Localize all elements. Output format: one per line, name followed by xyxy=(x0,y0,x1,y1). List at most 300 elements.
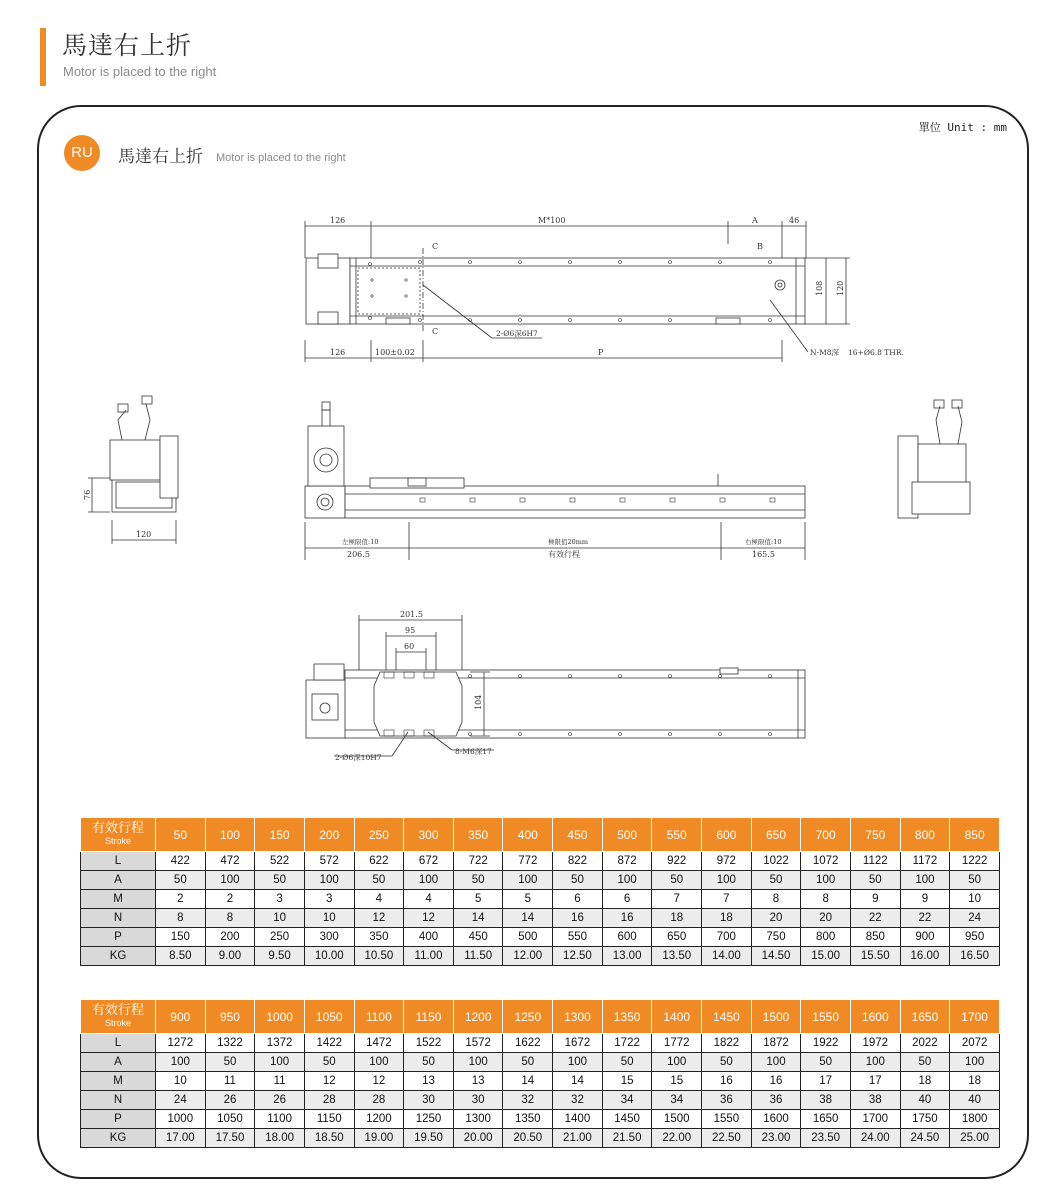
table-cell: 9 xyxy=(900,890,950,909)
stroke-value: 50 xyxy=(156,818,206,852)
table-cell: 3 xyxy=(304,890,354,909)
table-cell: 18.00 xyxy=(255,1129,305,1148)
table-cell: 1500 xyxy=(652,1110,702,1129)
table-cell: 13 xyxy=(404,1072,454,1091)
table-cell: 13 xyxy=(453,1072,503,1091)
table-cell: 100 xyxy=(453,1053,503,1072)
table-cell: 1200 xyxy=(354,1110,404,1129)
dim-a: A xyxy=(752,216,758,225)
dim-46: 46 xyxy=(789,216,800,225)
stroke-label-en: Stroke xyxy=(104,1017,131,1028)
table-cell: 24.50 xyxy=(900,1129,950,1148)
table-row xyxy=(81,852,1000,871)
stroke-header-label xyxy=(81,818,156,852)
table-cell: 400 xyxy=(404,928,454,947)
table-cell: 32 xyxy=(553,1091,603,1110)
table-cell: 5 xyxy=(453,890,503,909)
table-cell: 600 xyxy=(602,928,652,947)
table-cell: 1450 xyxy=(602,1110,652,1129)
table-cell: 1400 xyxy=(553,1110,603,1129)
stroke-value: 350 xyxy=(453,818,503,852)
section-subtitle: Motor is placed to the right xyxy=(216,152,346,164)
table-cell: 13.50 xyxy=(652,947,702,966)
label-b: B xyxy=(757,242,763,251)
table-cell: 50 xyxy=(801,1053,851,1072)
table-cell: 1550 xyxy=(702,1110,752,1129)
table-cell: 22 xyxy=(900,909,950,928)
table-cell: 20.50 xyxy=(503,1129,553,1148)
table-row xyxy=(81,1034,1000,1053)
table-cell: 50 xyxy=(453,871,503,890)
table-cell: 50 xyxy=(602,1053,652,1072)
table-cell: 1150 xyxy=(304,1110,354,1129)
table-cell: 12 xyxy=(304,1072,354,1091)
table-cell: 1622 xyxy=(503,1034,553,1053)
section-title: 馬達右上折 xyxy=(118,147,203,167)
table-cell: 1750 xyxy=(900,1110,950,1129)
spec-table-1 xyxy=(80,817,1000,966)
table-cell: 12 xyxy=(354,1072,404,1091)
table-cell: 14 xyxy=(453,909,503,928)
table-cell: 722 xyxy=(453,852,503,871)
section-c-top: C xyxy=(432,242,439,251)
table-cell: 100 xyxy=(553,1053,603,1072)
table-cell: 50 xyxy=(950,871,1000,890)
table-cell: 15 xyxy=(652,1072,702,1091)
table-cell: 17.50 xyxy=(205,1129,255,1148)
table-cell: 15.50 xyxy=(850,947,900,966)
table-cell: 1722 xyxy=(602,1034,652,1053)
table-cell: 24.00 xyxy=(850,1129,900,1148)
table-cell: 1522 xyxy=(404,1034,454,1053)
table-cell: 50 xyxy=(503,1053,553,1072)
table-cell: 472 xyxy=(205,852,255,871)
table-cell: 2 xyxy=(205,890,255,909)
stroke-value: 1250 xyxy=(503,1000,553,1034)
table-cell: 500 xyxy=(503,928,553,947)
table-cell: 1122 xyxy=(850,852,900,871)
note-8-m6: 8-M6深17 xyxy=(455,747,492,756)
stroke-value: 150 xyxy=(255,818,305,852)
table-cell: 21.00 xyxy=(553,1129,603,1148)
table-cell: 30 xyxy=(404,1091,454,1110)
table-cell: 18 xyxy=(652,909,702,928)
table-cell: 14 xyxy=(553,1072,603,1091)
table-cell: 5 xyxy=(503,890,553,909)
stroke-value: 300 xyxy=(404,818,454,852)
table-cell: 18.50 xyxy=(304,1129,354,1148)
table-cell: 10 xyxy=(304,909,354,928)
stroke-value: 950 xyxy=(205,1000,255,1034)
stroke-value: 1700 xyxy=(950,1000,1000,1034)
table-row xyxy=(81,909,1000,928)
stroke-value: 750 xyxy=(850,818,900,852)
dim-m100: M*100 xyxy=(538,216,566,225)
stroke-value: 1200 xyxy=(453,1000,503,1034)
table-cell: 100 xyxy=(304,871,354,890)
row-label: L xyxy=(81,1034,156,1053)
table-cell: 25.00 xyxy=(950,1129,1000,1148)
stroke-value: 1450 xyxy=(702,1000,752,1034)
table-cell: 10 xyxy=(950,890,1000,909)
table-cell: 22.00 xyxy=(652,1129,702,1148)
table-cell: 20 xyxy=(801,909,851,928)
table-cell: 10 xyxy=(156,1072,206,1091)
stroke-value: 900 xyxy=(156,1000,206,1034)
table-cell: 2072 xyxy=(950,1034,1000,1053)
table-cell: 100 xyxy=(354,1053,404,1072)
table-cell: 950 xyxy=(950,928,1000,947)
table-cell: 100 xyxy=(801,871,851,890)
table-cell: 38 xyxy=(850,1091,900,1110)
note-effective-stroke: 有效行程 xyxy=(548,550,580,559)
table-cell: 800 xyxy=(801,928,851,947)
dim-206-5: 206.5 xyxy=(347,550,370,559)
stroke-value: 1400 xyxy=(652,1000,702,1034)
table-cell: 1772 xyxy=(652,1034,702,1053)
table-cell: 4 xyxy=(354,890,404,909)
table-cell: 50 xyxy=(354,871,404,890)
table-cell: 1422 xyxy=(304,1034,354,1053)
table-cell: 38 xyxy=(801,1091,851,1110)
table-cell: 10.00 xyxy=(304,947,354,966)
row-label: M xyxy=(81,890,156,909)
row-label: KG xyxy=(81,1129,156,1148)
stroke-header-row xyxy=(81,818,1000,852)
table-cell: 7 xyxy=(652,890,702,909)
table-cell: 6 xyxy=(602,890,652,909)
table-cell: 4 xyxy=(404,890,454,909)
table-cell: 1700 xyxy=(850,1110,900,1129)
table-cell: 6 xyxy=(553,890,603,909)
table-cell: 34 xyxy=(602,1091,652,1110)
table-cell: 772 xyxy=(503,852,553,871)
stroke-value: 500 xyxy=(602,818,652,852)
table-cell: 14 xyxy=(503,1072,553,1091)
table-cell: 1822 xyxy=(702,1034,752,1053)
stroke-value: 1100 xyxy=(354,1000,404,1034)
stroke-value: 1650 xyxy=(900,1000,950,1034)
dim-108: 108 xyxy=(815,280,824,296)
table-cell: 12 xyxy=(404,909,454,928)
table-cell: 14.50 xyxy=(751,947,801,966)
stroke-value: 600 xyxy=(702,818,752,852)
row-label: A xyxy=(81,871,156,890)
table-cell: 522 xyxy=(255,852,305,871)
bottom-view xyxy=(306,610,805,762)
dim-100-tol: 100±0.02 xyxy=(375,348,415,357)
table-cell: 18 xyxy=(702,909,752,928)
table-cell: 1022 xyxy=(751,852,801,871)
row-label: P xyxy=(81,928,156,947)
row-label: KG xyxy=(81,947,156,966)
table-cell: 100 xyxy=(404,871,454,890)
table-cell: 24 xyxy=(950,909,1000,928)
model-badge: RU xyxy=(64,135,100,171)
table-cell: 15 xyxy=(602,1072,652,1091)
table-cell: 50 xyxy=(900,1053,950,1072)
table-cell: 8.50 xyxy=(156,947,206,966)
table-cell: 17 xyxy=(850,1072,900,1091)
stroke-value: 1150 xyxy=(404,1000,454,1034)
table-cell: 1472 xyxy=(354,1034,404,1053)
row-label: A xyxy=(81,1053,156,1072)
table-cell: 8 xyxy=(205,909,255,928)
stroke-value: 850 xyxy=(950,818,1000,852)
table-cell: 822 xyxy=(553,852,603,871)
table-cell: 26 xyxy=(255,1091,305,1110)
table-cell: 40 xyxy=(900,1091,950,1110)
table-cell: 19.00 xyxy=(354,1129,404,1148)
table-cell: 16.00 xyxy=(900,947,950,966)
section-c-bottom: C xyxy=(432,327,439,336)
table-cell: 1372 xyxy=(255,1034,305,1053)
table-cell: 28 xyxy=(304,1091,354,1110)
table-cell: 50 xyxy=(404,1053,454,1072)
stroke-value: 700 xyxy=(801,818,851,852)
table-cell: 1272 xyxy=(156,1034,206,1053)
table-cell: 7 xyxy=(702,890,752,909)
table-cell: 100 xyxy=(702,871,752,890)
table-cell: 50 xyxy=(850,871,900,890)
table-cell: 18 xyxy=(900,1072,950,1091)
table-cell: 1222 xyxy=(950,852,1000,871)
stroke-value: 1350 xyxy=(602,1000,652,1034)
table-cell: 11.00 xyxy=(404,947,454,966)
table-cell: 1572 xyxy=(453,1034,503,1053)
table-cell: 1972 xyxy=(850,1034,900,1053)
table-cell: 1350 xyxy=(503,1110,553,1129)
table-cell: 40 xyxy=(950,1091,1000,1110)
table-cell: 350 xyxy=(354,928,404,947)
table-cell: 20.00 xyxy=(453,1129,503,1148)
table-cell: 2 xyxy=(156,890,206,909)
table-row xyxy=(81,1110,1000,1129)
stroke-value: 200 xyxy=(304,818,354,852)
table-cell: 32 xyxy=(503,1091,553,1110)
stroke-header-row xyxy=(81,1000,1000,1034)
table-cell: 34 xyxy=(652,1091,702,1110)
table-cell: 100 xyxy=(850,1053,900,1072)
table-cell: 250 xyxy=(255,928,305,947)
table-cell: 13.00 xyxy=(602,947,652,966)
table-cell: 900 xyxy=(900,928,950,947)
stroke-value: 650 xyxy=(751,818,801,852)
table-cell: 1872 xyxy=(751,1034,801,1053)
table-cell: 19.50 xyxy=(404,1129,454,1148)
stroke-value: 1500 xyxy=(751,1000,801,1034)
table-cell: 1322 xyxy=(205,1034,255,1053)
table-row xyxy=(81,1091,1000,1110)
table-cell: 922 xyxy=(652,852,702,871)
table-row xyxy=(81,890,1000,909)
page-title: 馬達右上折 xyxy=(62,31,193,60)
table-cell: 11 xyxy=(255,1072,305,1091)
stroke-label-cn: 有效行程 xyxy=(91,820,144,836)
table-cell: 50 xyxy=(553,871,603,890)
spec-table-2 xyxy=(80,999,1000,1148)
stroke-value: 450 xyxy=(553,818,603,852)
dim-165-5: 165.5 xyxy=(752,550,775,559)
stroke-header-label xyxy=(81,1000,156,1034)
table-cell: 16 xyxy=(553,909,603,928)
note-2-d6-6h7: 2-Ø6深6H7 xyxy=(496,329,538,338)
stroke-value: 100 xyxy=(205,818,255,852)
table-cell: 550 xyxy=(553,928,603,947)
dim-104: 104 xyxy=(474,694,483,710)
table-cell: 50 xyxy=(652,871,702,890)
table-cell: 300 xyxy=(304,928,354,947)
table-cell: 10 xyxy=(255,909,305,928)
page-subtitle: Motor is placed to the right xyxy=(63,64,217,79)
table-cell: 22.50 xyxy=(702,1129,752,1148)
table-cell: 8 xyxy=(801,890,851,909)
table-cell: 50 xyxy=(156,871,206,890)
table-cell: 1000 xyxy=(156,1110,206,1129)
table-cell: 12.50 xyxy=(553,947,603,966)
note-limit-20mm: 極限值20mm xyxy=(548,538,589,546)
stroke-label-en: Stroke xyxy=(104,835,131,846)
table-cell: 16.50 xyxy=(950,947,1000,966)
table-cell: 20 xyxy=(751,909,801,928)
dim-126-bottom: 126 xyxy=(330,348,346,357)
row-label: N xyxy=(81,1091,156,1110)
stroke-value: 550 xyxy=(652,818,702,852)
note-left-limit: 左極限值:10 xyxy=(342,538,379,546)
row-label: P xyxy=(81,1110,156,1129)
table-cell: 17.00 xyxy=(156,1129,206,1148)
table-cell: 18 xyxy=(950,1072,1000,1091)
table-cell: 26 xyxy=(205,1091,255,1110)
table-cell: 23.00 xyxy=(751,1129,801,1148)
note-n-m8: N-M8深 xyxy=(810,348,840,357)
table-cell: 22 xyxy=(850,909,900,928)
table-cell: 15.00 xyxy=(801,947,851,966)
table-cell: 30 xyxy=(453,1091,503,1110)
stroke-value: 1550 xyxy=(801,1000,851,1034)
table-cell: 50 xyxy=(702,1053,752,1072)
table-cell: 100 xyxy=(205,871,255,890)
dim-95: 95 xyxy=(405,626,416,635)
row-label: M xyxy=(81,1072,156,1091)
table-cell: 622 xyxy=(354,852,404,871)
stroke-value: 1300 xyxy=(553,1000,603,1034)
table-cell: 1172 xyxy=(900,852,950,871)
table-cell: 16 xyxy=(702,1072,752,1091)
stroke-value: 400 xyxy=(503,818,553,852)
table-cell: 1250 xyxy=(404,1110,454,1129)
table-cell: 2022 xyxy=(900,1034,950,1053)
left-end-view xyxy=(83,396,178,544)
note-right-limit: 右極限值:10 xyxy=(745,538,782,546)
table-cell: 9.50 xyxy=(255,947,305,966)
table-cell: 36 xyxy=(702,1091,752,1110)
table-cell: 100 xyxy=(751,1053,801,1072)
stroke-value: 250 xyxy=(354,818,404,852)
table-cell: 700 xyxy=(702,928,752,947)
table-cell: 100 xyxy=(503,871,553,890)
table-cell: 972 xyxy=(702,852,752,871)
note-2-d6-10h7: 2-Ø6深10H7 xyxy=(335,753,382,762)
table-row xyxy=(81,928,1000,947)
table-cell: 28 xyxy=(354,1091,404,1110)
table-cell: 8 xyxy=(156,909,206,928)
table-cell: 50 xyxy=(205,1053,255,1072)
table-cell: 100 xyxy=(156,1053,206,1072)
table-cell: 21.50 xyxy=(602,1129,652,1148)
stroke-value: 1600 xyxy=(850,1000,900,1034)
table-cell: 11.50 xyxy=(453,947,503,966)
table-cell: 650 xyxy=(652,928,702,947)
row-label: N xyxy=(81,909,156,928)
table-cell: 1650 xyxy=(801,1110,851,1129)
note-16-d68: 16+Ø6.8 THR. xyxy=(848,348,904,357)
table-row xyxy=(81,947,1000,966)
dim-76: 76 xyxy=(83,489,92,500)
stroke-value: 1050 xyxy=(304,1000,354,1034)
table-cell: 850 xyxy=(850,928,900,947)
table-cell: 100 xyxy=(900,871,950,890)
table-cell: 100 xyxy=(255,1053,305,1072)
table-cell: 1800 xyxy=(950,1110,1000,1129)
table-cell: 16 xyxy=(751,1072,801,1091)
table-cell: 50 xyxy=(751,871,801,890)
dim-60: 60 xyxy=(404,642,415,651)
stroke-value: 800 xyxy=(900,818,950,852)
dim-201-5: 201.5 xyxy=(400,610,423,619)
table-cell: 1100 xyxy=(255,1110,305,1129)
dim-120-right: 120 xyxy=(836,280,845,296)
table-cell: 12.00 xyxy=(503,947,553,966)
table-cell: 450 xyxy=(453,928,503,947)
table-cell: 1072 xyxy=(801,852,851,871)
dim-126-top: 126 xyxy=(330,216,346,225)
table-cell: 10.50 xyxy=(354,947,404,966)
unit-label: 單位 Unit : mm xyxy=(918,121,1007,134)
table-row xyxy=(81,1053,1000,1072)
table-cell: 1672 xyxy=(553,1034,603,1053)
table-cell: 1050 xyxy=(205,1110,255,1129)
table-cell: 1600 xyxy=(751,1110,801,1129)
table-cell: 50 xyxy=(255,871,305,890)
table-cell: 672 xyxy=(404,852,454,871)
table-cell: 9 xyxy=(850,890,900,909)
table-cell: 872 xyxy=(602,852,652,871)
table-cell: 17 xyxy=(801,1072,851,1091)
side-view xyxy=(305,402,805,560)
table-cell: 1922 xyxy=(801,1034,851,1053)
table-cell: 23.50 xyxy=(801,1129,851,1148)
table-cell: 16 xyxy=(602,909,652,928)
dim-p: P xyxy=(598,348,604,357)
table-row xyxy=(81,1072,1000,1091)
top-view xyxy=(305,216,904,362)
table-cell: 14 xyxy=(503,909,553,928)
table-cell: 750 xyxy=(751,928,801,947)
table-cell: 100 xyxy=(950,1053,1000,1072)
table-cell: 9.00 xyxy=(205,947,255,966)
table-row xyxy=(81,871,1000,890)
table-cell: 11 xyxy=(205,1072,255,1091)
table-cell: 12 xyxy=(354,909,404,928)
table-cell: 14.00 xyxy=(702,947,752,966)
table-cell: 8 xyxy=(751,890,801,909)
row-label: L xyxy=(81,852,156,871)
right-end-view xyxy=(898,400,970,518)
table-cell: 36 xyxy=(751,1091,801,1110)
table-cell: 100 xyxy=(602,871,652,890)
table-row xyxy=(81,1129,1000,1148)
